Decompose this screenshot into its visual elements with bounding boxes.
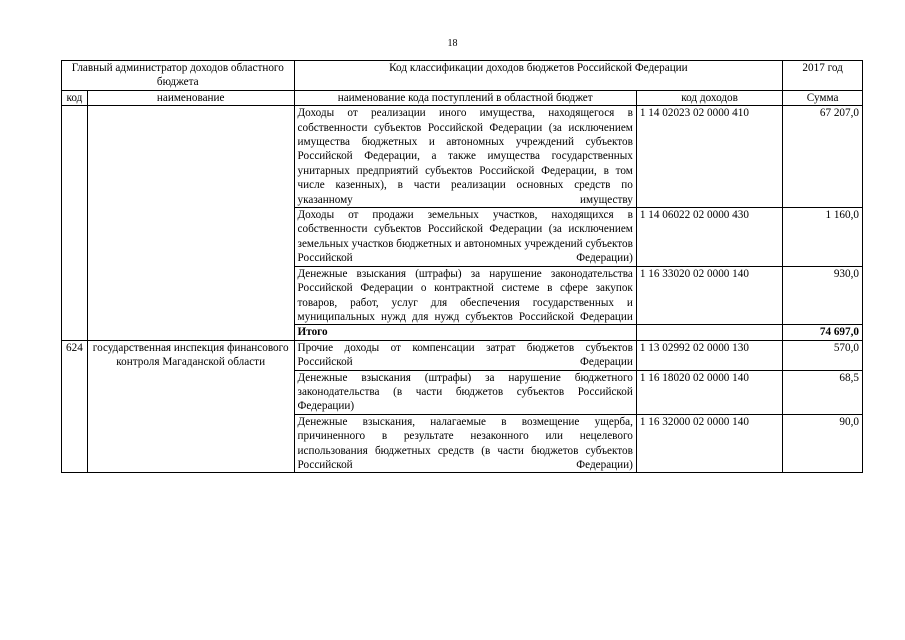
admin-code: 624 [62, 340, 88, 473]
revenue-description: Денежные взыскания, налагаемые в возмещение ущерба, причиненного в результате незаконного или нецелевого использования бюджетных средств (в части бюджетов субъектов Российской Федерации) [294, 414, 636, 473]
revenue-code: 1 14 02023 02 0000 410 [636, 106, 782, 208]
header-admin-group: Главный администратор доходов областного бюджета [62, 61, 295, 91]
admin-name-cell-prev [87, 106, 294, 341]
total-label: Итого [294, 325, 636, 340]
revenue-amount: 1 160,0 [783, 208, 863, 267]
revenue-code: 1 14 06022 02 0000 430 [636, 208, 782, 267]
total-code-empty [636, 325, 782, 340]
revenue-description: Денежные взыскания (штрафы) за нарушение бюджетного законодательства (в части бюджетов субъектов Российской Федерации) [294, 370, 636, 414]
header-col-name: наименование [87, 90, 294, 105]
header-col-kod: код доходов [636, 90, 782, 105]
revenue-code: 1 13 02992 02 0000 130 [636, 340, 782, 370]
revenue-amount: 930,0 [783, 266, 863, 325]
revenue-amount: 90,0 [783, 414, 863, 473]
total-amount: 74 697,0 [783, 325, 863, 340]
admin-name: государственная инспекция финансового контроля Магаданской области [87, 340, 294, 473]
revenue-description: Денежные взыскания (штрафы) за нарушение законодательства Российской Федерации о контрактной системе в сфере закупок товаров, работ, услуг для обеспечения государственных и муниципальных нужд для нужд субъектов Российской Федерации [294, 266, 636, 325]
admin-code-cell-prev [62, 106, 88, 341]
header-col-code: код [62, 90, 88, 105]
revenue-code: 1 16 33020 02 0000 140 [636, 266, 782, 325]
page-number: 18 [447, 38, 458, 49]
header-col-desc: наименование кода поступлений в областной бюджет [294, 90, 636, 105]
header-row-groups [62, 61, 863, 91]
table-row [62, 106, 863, 208]
revenue-code: 1 16 18020 02 0000 140 [636, 370, 782, 414]
revenue-amount: 67 207,0 [783, 106, 863, 208]
header-classification-group: Код классификации доходов бюджетов Российской Федерации [294, 61, 783, 91]
revenue-amount: 68,5 [783, 370, 863, 414]
revenue-amount: 570,0 [783, 340, 863, 370]
revenue-table [61, 60, 863, 473]
header-row-columns [62, 90, 863, 105]
revenue-description: Доходы от реализации иного имущества, находящегося в собственности субъектов Российской Федерации (за исключением имущества бюджетных и автономных учреждений субъектов Российской Федерации, а также имущества государственных унитарных предприятий субъектов Российской Федерации, в том числе казенных), в части реализации основных средств по указанному имуществу [294, 106, 636, 208]
revenue-description: Прочие доходы от компенсации затрат бюджетов субъектов Российской Федерации [294, 340, 636, 370]
header-year: 2017 год [783, 61, 863, 91]
header-col-sum: Сумма [783, 90, 863, 105]
table-row [62, 340, 863, 370]
revenue-code: 1 16 32000 02 0000 140 [636, 414, 782, 473]
revenue-description: Доходы от продажи земельных участков, находящихся в собственности субъектов Российской Федерации (за исключением земельных участков бюджетных и автономных учреждений субъектов Российской Федерации) [294, 208, 636, 267]
